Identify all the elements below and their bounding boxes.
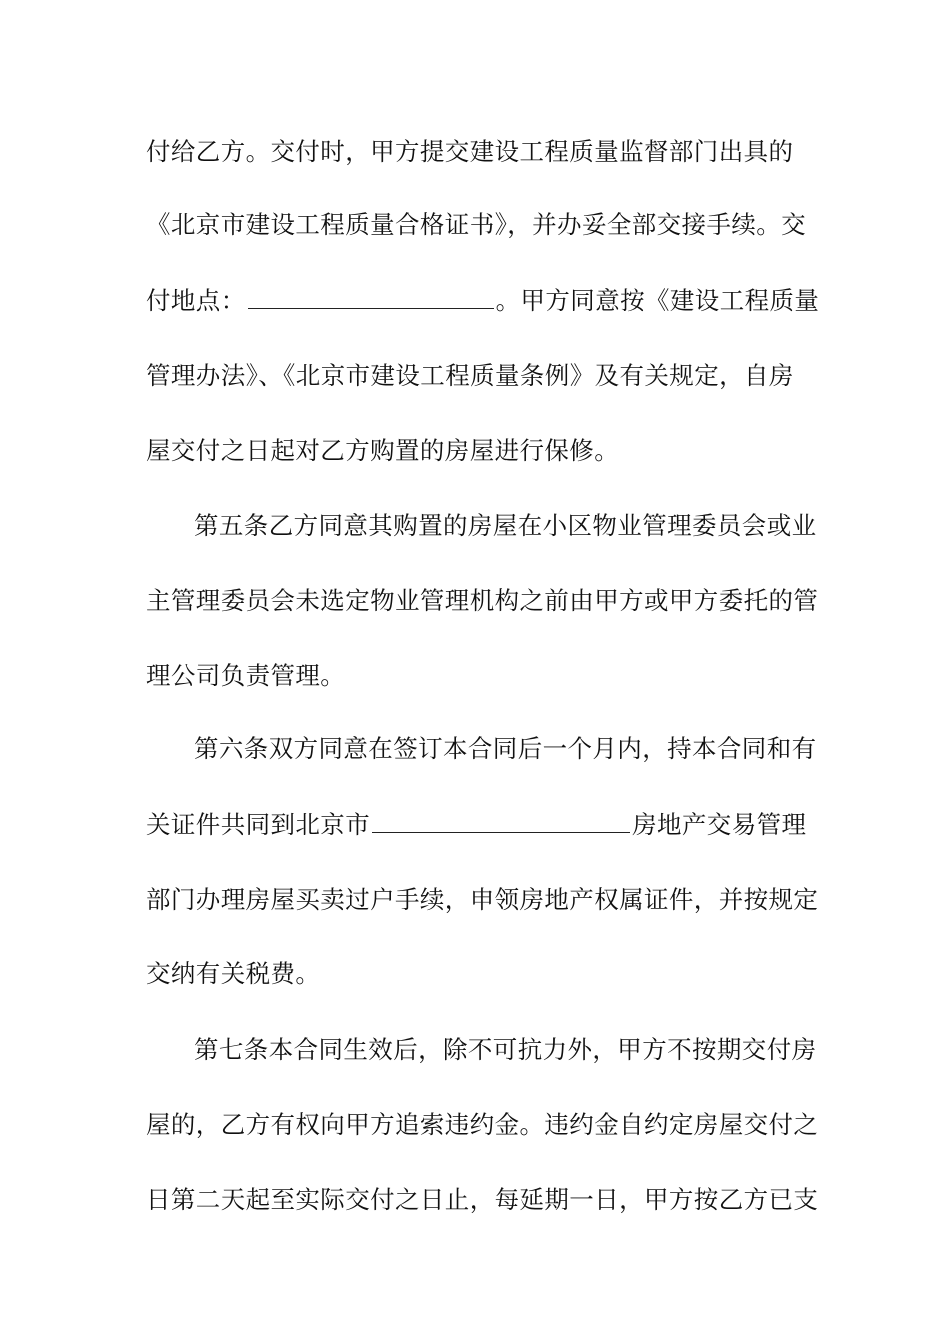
paragraph-line: 屋的，乙方有权向甲方追索违约金。违约金自约定房屋交付之 [146,1110,819,1139]
paragraph-line: 付给乙方。交付时，甲方提交建设工程质量监督部门出具的 [146,137,794,166]
line-text-after-blank: 。甲方同意按《建设工程质量 [495,286,820,315]
fill-in-blank-delivery-location [248,282,494,309]
paragraph-line-with-blank [146,281,820,321]
paragraph-line: 主管理委员会未选定物业管理机构之前由甲方或甲方委托的管 [146,586,819,615]
article-5-first-line: 第五条乙方同意其购置的房屋在小区物业管理委员会或业 [194,511,817,540]
fill-in-blank-district [372,806,630,833]
paragraph-line: 日第二天起至实际交付之日止，每延期一日，甲方按乙方已支 [146,1185,819,1214]
paragraph-line: 屋交付之日起对乙方购置的房屋进行保修。 [146,436,620,465]
paragraph-line: 管理办法》、《北京市建设工程质量条例》及有关规定，自房 [146,361,794,390]
paragraph-line-with-blank [146,805,806,845]
article-7-first-line: 第七条本合同生效后，除不可抗力外，甲方不按期交付房 [194,1035,817,1064]
paragraph-line: 理公司负责管理。 [146,661,346,690]
line-text-before-blank: 付地点： [146,286,246,315]
line-text-after-blank: 房地产交易管理 [632,810,807,839]
paragraph-line: 交纳有关税费。 [146,959,321,988]
paragraph-line: 《北京市建设工程质量合格证书》，并办妥全部交接手续。交 [146,210,807,239]
line-text-before-blank: 关证件共同到北京市 [146,810,371,839]
paragraph-line: 部门办理房屋买卖过户手续，申领房地产权属证件，并按规定 [146,885,819,914]
article-6-first-line: 第六条双方同意在签订本合同后一个月内，持本合同和有 [194,734,817,763]
